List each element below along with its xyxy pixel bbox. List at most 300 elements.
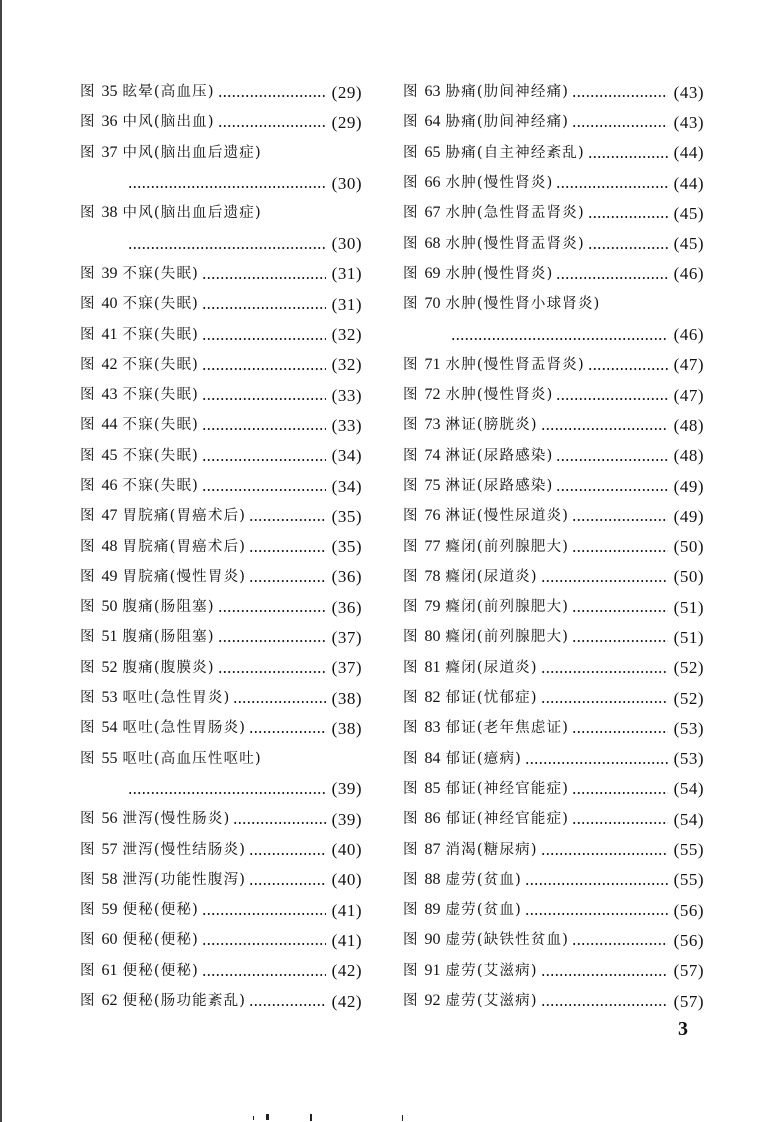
figure-number: 67 (424, 204, 441, 222)
toc-entry[interactable] (80, 925, 362, 955)
page-reference: (50) (673, 537, 704, 557)
dot-leader (541, 843, 668, 857)
toc-entry-label (403, 296, 601, 312)
toc-entry[interactable] (80, 77, 362, 107)
figure-title: 胁痛(肋间神经痛) (445, 84, 570, 101)
toc-entry-label (403, 932, 569, 948)
dot-leader (202, 449, 326, 463)
toc-entry-label (403, 569, 538, 585)
figure-prefix: 图 (80, 629, 96, 646)
toc-entry[interactable] (403, 350, 704, 380)
figure-prefix: 图 (80, 690, 96, 707)
figure-title: 胃脘痛(胃癌术后) (122, 538, 247, 555)
figure-number: 55 (101, 749, 118, 767)
dot-leader (556, 176, 667, 190)
dot-leader (218, 600, 326, 614)
toc-entry[interactable] (80, 107, 362, 137)
toc-entry[interactable] (403, 228, 704, 258)
figure-prefix: 图 (80, 720, 96, 737)
figure-title: 胁痛(肋间神经痛) (445, 114, 570, 131)
dot-leader (541, 691, 668, 705)
page-reference: (37) (331, 658, 362, 678)
toc-entry[interactable] (80, 713, 362, 743)
figure-number: 77 (424, 537, 441, 555)
toc-entry-label (80, 690, 230, 706)
figure-number: 73 (424, 416, 441, 434)
dot-leader (128, 237, 326, 251)
figure-title: 不寐(失眠) (122, 478, 200, 494)
scan-artifact (310, 1114, 312, 1121)
toc-entry-label (403, 690, 538, 706)
figure-title: 淋证(慢性尿道炎) (445, 508, 570, 525)
figure-number: 64 (424, 113, 441, 131)
figure-title: 呕吐(急性胃肠炎) (122, 720, 247, 737)
dot-leader (233, 812, 325, 826)
figure-title: 虚劳(艾滋病) (445, 993, 538, 1010)
page-reference: (48) (673, 415, 704, 435)
toc-entry[interactable] (403, 259, 704, 289)
toc-entry-label (403, 448, 553, 464)
figure-title: 腹痛(肠阻塞) (122, 599, 215, 616)
toc-entry[interactable] (403, 380, 704, 410)
page-reference: (41) (331, 930, 362, 950)
figure-title: 胃脘痛(慢性胃炎) (122, 568, 247, 585)
toc-entry[interactable] (403, 895, 704, 925)
dot-leader (128, 782, 326, 796)
figure-number: 50 (101, 598, 118, 616)
toc-entry[interactable] (403, 501, 704, 531)
figure-prefix: 图 (80, 902, 96, 919)
toc-entry-label (403, 508, 569, 524)
figure-title: 中风(脑出血) (122, 114, 215, 131)
dot-leader (588, 358, 668, 372)
page-reference: (46) (673, 325, 704, 345)
figure-title: 泄泻(慢性结肠炎) (122, 841, 247, 858)
dot-leader (249, 509, 326, 523)
toc-entry[interactable] (80, 198, 362, 228)
figure-prefix: 图 (80, 508, 96, 525)
toc-entry[interactable] (403, 410, 704, 440)
figure-prefix: 图 (80, 750, 96, 767)
toc-entry[interactable] (403, 925, 704, 955)
toc-entry[interactable] (403, 77, 704, 107)
toc-entry-label (80, 387, 199, 403)
dot-leader (556, 388, 667, 402)
dot-leader (572, 85, 668, 99)
dot-leader (572, 933, 668, 947)
figure-prefix: 图 (80, 144, 96, 161)
dot-leader (249, 994, 326, 1008)
figure-number: 47 (101, 507, 118, 525)
figure-prefix: 图 (403, 659, 419, 676)
page-reference: (55) (673, 870, 704, 890)
figure-number: 48 (101, 537, 118, 555)
figure-prefix: 图 (80, 296, 96, 313)
figure-prefix: 图 (403, 417, 419, 434)
figure-prefix: 图 (403, 478, 419, 494)
figure-prefix: 图 (80, 659, 96, 676)
page-reference: (51) (673, 627, 704, 647)
figure-title: 胁痛(自主神经紊乱) (445, 144, 585, 161)
page-reference: (56) (673, 900, 704, 920)
toc-entry[interactable] (80, 350, 362, 380)
figure-prefix: 图 (403, 356, 419, 373)
figure-prefix: 图 (403, 599, 419, 616)
figure-number: 70 (424, 295, 441, 313)
page-reference: (46) (673, 264, 704, 284)
dot-leader (556, 479, 667, 493)
toc-entry[interactable] (403, 986, 704, 1016)
figure-title: 不寐(失眠) (122, 447, 200, 464)
dot-leader (572, 782, 668, 796)
toc-entry-label (80, 84, 215, 100)
figure-prefix: 图 (80, 841, 96, 858)
figure-prefix: 图 (80, 962, 96, 979)
toc-entry[interactable] (80, 804, 362, 834)
figure-title: 水肿(慢性肾小球肾炎) (445, 296, 601, 313)
page-reference: (29) (331, 82, 362, 102)
scan-left-border (0, 0, 2, 1122)
page-reference: (45) (673, 234, 704, 254)
figure-title: 虚劳(贫血) (445, 871, 523, 888)
toc-entry[interactable] (80, 471, 362, 501)
page-reference: (38) (331, 688, 362, 708)
toc-entry-label (80, 266, 199, 282)
figure-number: 45 (101, 446, 118, 464)
dot-leader (202, 328, 326, 342)
page-reference: (39) (331, 779, 362, 799)
toc-entry[interactable] (403, 713, 704, 743)
figure-title: 便秘(便秘) (122, 962, 200, 979)
toc-entry-label (80, 205, 262, 221)
figure-title: 不寐(失眠) (122, 296, 200, 313)
figure-prefix: 图 (403, 750, 419, 767)
figure-title: 便秘(便秘) (122, 932, 200, 949)
figure-number: 82 (424, 689, 441, 707)
figure-prefix: 图 (80, 84, 96, 101)
page-reference: (53) (673, 718, 704, 738)
page-reference: (54) (673, 809, 704, 829)
figure-prefix: 图 (80, 568, 96, 585)
figure-title: 淋证(尿路感染) (445, 447, 554, 464)
toc-entry[interactable] (80, 834, 362, 864)
toc-entry-label (80, 842, 246, 858)
figure-title: 水肿(慢性肾炎) (445, 387, 554, 404)
dot-leader (202, 479, 326, 493)
toc-entry[interactable] (403, 834, 704, 864)
toc-entry[interactable] (80, 744, 362, 774)
toc-entry[interactable] (80, 259, 362, 289)
toc-entry-label (80, 599, 215, 615)
toc-entry-label (403, 205, 585, 221)
toc-entry-label (80, 357, 199, 373)
figure-number: 60 (101, 931, 118, 949)
toc-entry[interactable] (80, 289, 362, 319)
toc-entry-label (403, 993, 538, 1009)
toc-entry-label (80, 508, 246, 524)
toc-entry-label (403, 872, 522, 888)
toc-entry[interactable] (80, 168, 362, 198)
page-reference: (36) (331, 567, 362, 587)
page-reference: (34) (331, 476, 362, 496)
dot-leader (451, 328, 668, 342)
toc-entry[interactable] (80, 380, 362, 410)
toc-entry-label (80, 478, 199, 494)
figure-prefix: 图 (403, 780, 419, 797)
dot-leader (202, 358, 326, 372)
toc-entry[interactable] (403, 956, 704, 986)
dot-leader (541, 418, 668, 432)
figure-number: 51 (101, 628, 118, 646)
toc-entry-label (80, 751, 262, 767)
figure-number: 38 (101, 204, 118, 222)
dot-leader (249, 721, 326, 735)
toc-entry[interactable] (80, 138, 362, 168)
dot-leader (202, 964, 326, 978)
toc-entry[interactable] (80, 562, 362, 592)
figure-title: 不寐(失眠) (122, 356, 200, 373)
figure-number: 44 (101, 416, 118, 434)
toc-entry[interactable] (403, 138, 704, 168)
dot-leader (218, 115, 326, 129)
dot-leader (525, 873, 668, 887)
figure-prefix: 图 (403, 205, 419, 222)
figure-number: 59 (101, 901, 118, 919)
page-reference: (31) (331, 264, 362, 284)
toc-entry-label (80, 932, 199, 948)
figure-prefix: 图 (403, 629, 419, 646)
toc-entry[interactable] (403, 107, 704, 137)
toc-entry[interactable] (403, 622, 704, 652)
toc-entry-label (403, 145, 585, 161)
dot-leader (233, 691, 325, 705)
toc-entry-label (403, 902, 522, 918)
figure-prefix: 图 (403, 993, 419, 1010)
toc-entry[interactable] (80, 441, 362, 471)
figure-prefix: 图 (403, 720, 419, 737)
toc-entry[interactable] (403, 471, 704, 501)
page-reference: (32) (331, 355, 362, 375)
figure-prefix: 图 (80, 932, 96, 949)
page-reference: (57) (673, 991, 704, 1011)
toc-entry[interactable] (403, 441, 704, 471)
figure-number: 84 (424, 749, 441, 767)
figure-title: 郁证(神经官能症) (445, 780, 570, 797)
figure-number: 42 (101, 355, 118, 373)
figure-prefix: 图 (80, 326, 96, 343)
dot-leader (541, 964, 668, 978)
figure-number: 87 (424, 840, 441, 858)
dot-leader (249, 570, 326, 584)
figure-number: 79 (424, 598, 441, 616)
figure-prefix: 图 (80, 114, 96, 131)
figure-title: 消渴(糖尿病) (445, 841, 538, 858)
figure-prefix: 图 (403, 144, 419, 161)
toc-entry-label (80, 448, 199, 464)
toc-entry-label (403, 751, 522, 767)
toc-entry-label (403, 114, 569, 130)
toc-entry[interactable] (80, 956, 362, 986)
toc-entry-label (80, 902, 199, 918)
figure-number: 43 (101, 386, 118, 404)
toc-entry-label (80, 811, 230, 827)
figure-number: 80 (424, 628, 441, 646)
toc-entry[interactable] (403, 653, 704, 683)
figure-number: 54 (101, 719, 118, 737)
toc-entry-label (403, 720, 569, 736)
figure-prefix: 图 (403, 508, 419, 525)
figure-title: 癃闭(前列腺肥大) (445, 538, 570, 555)
figure-title: 不寐(失眠) (122, 417, 200, 434)
toc-entry-label (80, 569, 246, 585)
toc-entry[interactable] (403, 683, 704, 713)
page-reference: (49) (673, 506, 704, 526)
figure-number: 36 (101, 113, 118, 131)
toc-entry[interactable] (80, 319, 362, 349)
page-reference: (57) (673, 961, 704, 981)
figure-number: 62 (101, 992, 118, 1010)
figure-prefix: 图 (80, 478, 96, 494)
dot-leader (249, 843, 326, 857)
dot-leader (249, 540, 326, 554)
figure-title: 虚劳(贫血) (445, 902, 523, 919)
page-reference: (50) (673, 567, 704, 587)
toc-entry[interactable] (403, 319, 704, 349)
toc-entry[interactable] (403, 804, 704, 834)
toc-entry[interactable] (80, 592, 362, 622)
toc-entry[interactable] (80, 501, 362, 531)
dot-leader (572, 630, 668, 644)
figure-number: 85 (424, 779, 441, 797)
dot-leader (525, 903, 668, 917)
dot-leader (588, 237, 668, 251)
page-reference: (42) (331, 991, 362, 1011)
page-reference: (36) (331, 597, 362, 617)
toc-entry[interactable] (80, 228, 362, 258)
dot-leader (202, 267, 326, 281)
page-reference: (35) (331, 506, 362, 526)
toc-entry-label (80, 993, 246, 1009)
figure-number: 92 (424, 992, 441, 1010)
figure-title: 癃闭(前列腺肥大) (445, 599, 570, 616)
toc-entry[interactable] (80, 622, 362, 652)
page-number: 3 (678, 1018, 688, 1040)
dot-leader (556, 267, 667, 281)
toc-entry-label (80, 417, 199, 433)
toc-entry-label (403, 175, 553, 191)
page-reference: (33) (331, 415, 362, 435)
toc-entry-label (80, 539, 246, 555)
page-reference: (42) (331, 961, 362, 981)
figure-number: 56 (101, 810, 118, 828)
toc-entry[interactable] (403, 592, 704, 622)
figure-number: 65 (424, 143, 441, 161)
toc-entry[interactable] (80, 986, 362, 1016)
page-reference: (53) (673, 749, 704, 769)
toc-entry[interactable] (403, 774, 704, 804)
figure-number: 89 (424, 901, 441, 919)
toc-left-column (80, 77, 362, 1016)
toc-entry[interactable] (80, 531, 362, 561)
figure-title: 不寐(失眠) (122, 265, 200, 282)
dot-leader (541, 661, 668, 675)
dot-leader (202, 933, 326, 947)
figure-prefix: 图 (403, 447, 419, 464)
figure-number: 90 (424, 931, 441, 949)
figure-title: 水肿(慢性肾炎) (445, 265, 554, 282)
toc-entry-label (80, 720, 246, 736)
figure-prefix: 图 (80, 538, 96, 555)
figure-number: 40 (101, 295, 118, 313)
page-reference: (43) (673, 82, 704, 102)
page-reference: (51) (673, 597, 704, 617)
figure-title: 郁证(老年焦虑证) (445, 720, 570, 737)
figure-title: 郁证(神经官能症) (445, 811, 570, 828)
figure-title: 腹痛(肠阻塞) (122, 629, 215, 646)
toc-entry[interactable] (403, 865, 704, 895)
toc-entry-label (80, 145, 262, 161)
figure-number: 81 (424, 658, 441, 676)
figure-title: 中风(脑出血后遗症) (122, 144, 262, 161)
figure-prefix: 图 (403, 175, 419, 192)
toc-entry[interactable] (80, 774, 362, 804)
figure-number: 57 (101, 840, 118, 858)
toc-entry-label (403, 629, 569, 645)
page-reference: (34) (331, 446, 362, 466)
dot-leader (572, 721, 668, 735)
toc-entry-label (403, 599, 569, 615)
figure-prefix: 图 (403, 811, 419, 828)
dot-leader (572, 812, 668, 826)
toc-entry[interactable] (80, 410, 362, 440)
dot-leader (572, 509, 668, 523)
dot-leader (218, 630, 326, 644)
figure-prefix: 图 (403, 387, 419, 404)
dot-leader (572, 600, 668, 614)
page-reference: (43) (673, 112, 704, 132)
figure-number: 61 (101, 961, 118, 979)
toc-entry[interactable] (403, 289, 704, 319)
page-reference: (39) (331, 809, 362, 829)
figure-title: 泄泻(功能性腹泻) (122, 871, 247, 888)
dot-leader (541, 570, 668, 584)
figure-number: 53 (101, 689, 118, 707)
figure-number: 46 (101, 477, 118, 494)
page-reference: (35) (331, 537, 362, 557)
dot-leader (202, 297, 326, 311)
toc-entry[interactable] (80, 683, 362, 713)
toc-entry-label (403, 963, 538, 979)
toc-entry[interactable] (403, 562, 704, 592)
figure-prefix: 图 (403, 871, 419, 888)
toc-entry[interactable] (403, 744, 704, 774)
toc-entry[interactable] (403, 198, 704, 228)
toc-entry[interactable] (403, 168, 704, 198)
toc-entry[interactable] (403, 531, 704, 561)
figure-title: 淋证(尿路感染) (445, 478, 554, 494)
toc-entry[interactable] (80, 895, 362, 925)
dot-leader (249, 873, 326, 887)
figure-number: 58 (101, 870, 118, 888)
toc-entry-label (80, 114, 215, 130)
figure-number: 91 (424, 961, 441, 979)
toc-entry-label (403, 84, 569, 100)
toc-entry[interactable] (80, 653, 362, 683)
figure-number: 39 (101, 264, 118, 282)
toc-entry[interactable] (80, 865, 362, 895)
figure-prefix: 图 (403, 568, 419, 585)
page-reference: (47) (673, 355, 704, 375)
